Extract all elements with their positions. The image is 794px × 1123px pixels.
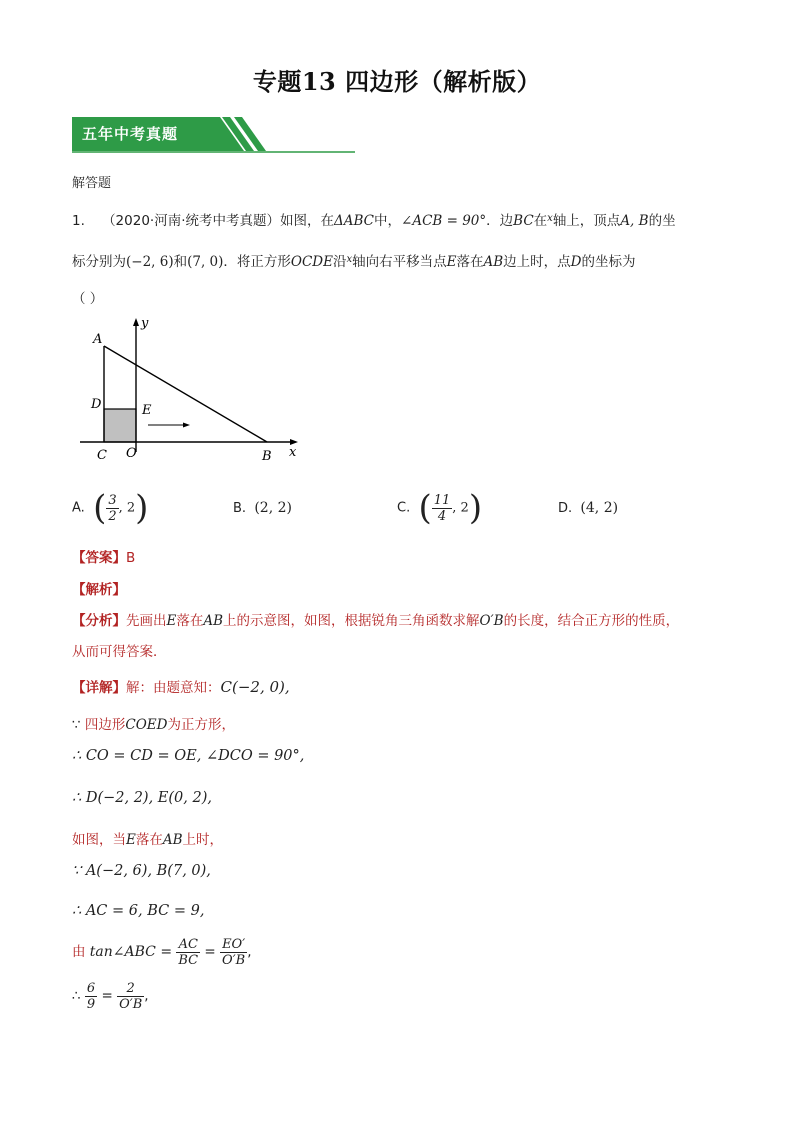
label-x: x <box>289 445 297 460</box>
detail-intro: 【详解】解：由题意知：C(−2, 0), <box>72 678 290 696</box>
detail-line-1: ∵ 四边形COED为正方形， <box>72 717 235 733</box>
detail-line-4: 如图，当E落在AB上时， <box>72 832 224 848</box>
section-label: 解答题 <box>72 176 112 191</box>
detail-line-3: ∴ D(−2, 2), E(0, 2), <box>72 790 212 806</box>
option-d: D. (4, 2) <box>558 500 619 516</box>
option-b: B. (2, 2) <box>233 500 292 516</box>
translation-arrowhead <box>183 423 190 428</box>
detail-line-6: ∴ AC = 6, BC = 9, <box>72 903 205 919</box>
answer-line: 【答案】B <box>72 550 136 566</box>
page-title: 专题13 四边形（解析版） <box>252 67 542 96</box>
question-number: 1. <box>72 213 85 229</box>
detail-line-2: ∴ CO = CD = OE, ∠DCO = 90°, <box>72 748 305 764</box>
label-d: D <box>91 397 102 412</box>
detail-line-7: 由 tan∠ABC = $\frac{AC}{BC}$ = $\frac{EO'}{O'B}$ , <box>72 936 252 968</box>
detail-line-5: ∵ A(−2, 6), B(7, 0), <box>72 863 211 879</box>
label-y: y <box>141 316 149 331</box>
banner-label: 五年中考真题 <box>82 125 179 143</box>
fenxi-line-1: 【分析】先画出E落在AB上的示意图，如图，根据锐角三角函数求解O′B的长度，结合正方形的性质， <box>72 613 680 629</box>
square-ocde <box>104 409 136 442</box>
label-b: B <box>262 449 272 464</box>
answer-blank: （ ） <box>72 291 104 307</box>
option-c: C. ( $\frac{11}{4}$ , 2) <box>397 488 483 528</box>
geometry-figure <box>72 312 312 472</box>
y-axis-arrow <box>133 318 139 326</box>
detail-line-8: ∴ $\frac{6}{9}$ = $\frac{2}{O'B}$ , <box>72 980 149 1012</box>
option-a: A. ( $\frac{3}{2}$ , 2) <box>72 488 149 528</box>
label-e: E <box>142 403 152 418</box>
analysis-tag: 【解析】 <box>72 582 126 598</box>
label-o: O <box>126 446 137 461</box>
question-line-1: 1. （2020·河南·统考中考真题）如图，在ΔABC中，∠ACB = 90°．边BC在$^x$轴上，顶点A, B的坐 <box>72 213 676 229</box>
fenxi-line-2: 从而可得答案． <box>72 644 167 660</box>
label-c: C <box>97 448 107 463</box>
question-line-2: 标分别为(−2, 6)和(7, 0)．将正方形OCDE沿$^x$轴向右平移当点E落在AB边上时，点D的坐标为 <box>72 254 636 270</box>
label-a: A <box>93 332 103 347</box>
